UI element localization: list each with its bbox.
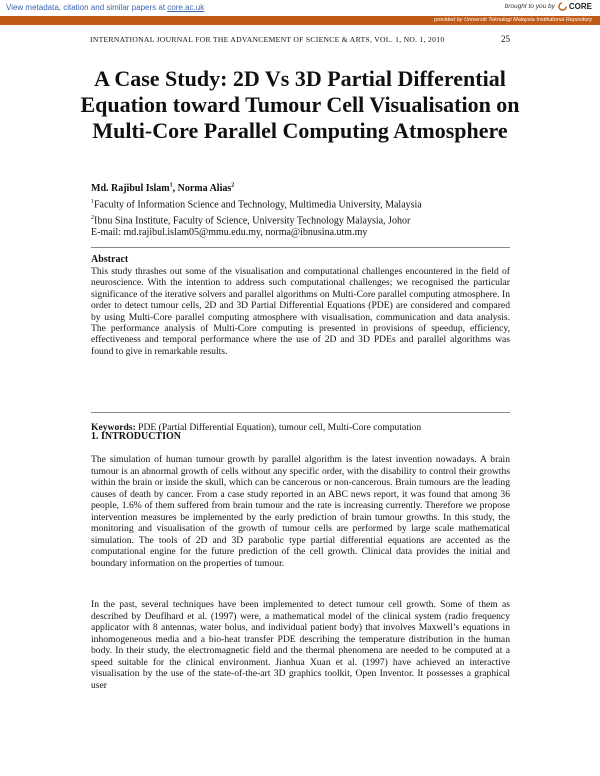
core-metadata-link[interactable] xyxy=(6,3,204,12)
affiliation-2-text: Ibnu Sina Institute, Faculty of Science, University Technology Malaysia, Johor xyxy=(94,214,411,226)
core-provided-by: provided by Universiti Teknologi Malaysia Institutional Repository xyxy=(434,17,592,23)
author-separator: , xyxy=(172,183,178,195)
author-block xyxy=(91,180,511,240)
author-1: Md. Rajibul Islam xyxy=(91,183,170,195)
page-number: 25 xyxy=(501,34,510,44)
core-logo-icon xyxy=(558,2,567,11)
author-1-sup: 1 xyxy=(169,183,173,189)
author-2-sup: 2 xyxy=(231,183,235,189)
intro-paragraph-1: The simulation of human tumour growth by parallel algorithm is the latest invention nowadays. A brain tumour is an abnormal growth of cells without any specific order, with the disability to control their growths within the brain or inside the skull, which can be cancerous or non-cancerous. Brain tumours are the leading causes of death by cancer. From a case study reported in an ABC news report, it was found that among 36 people, 1.6% of them suffered from brain tumour and the rate is increasing currently. Therefore we propose intervention measures be implemented by the early prediction of brain tumour growths. In this study, the monitoring and visualisation of the growth of tumour cells are performed by large scale mathematical simulation. The tools of 2D and 3D parabolic type partial differential equations are accented as the computational engine for the future prediction of the cell growth. Clinical data provides the initial and boundary information on the properties of tumour. xyxy=(91,454,510,569)
running-header: INTERNATIONAL JOURNAL FOR THE ADVANCEMENT OF SCIENCE & ARTS, VOL. 1, NO. 1, 2010 xyxy=(90,35,445,44)
affiliation-2-sup: 2 xyxy=(91,214,94,221)
core-brought-by xyxy=(505,2,592,11)
intro-paragraph-2: In the past, several techniques have been implemented to detect tumour cell growth. Some of them as described by Deuflhard et al. (1997) were, a mathematical model of the clinical system (radio frequency applicator with 8 antennas, water bolus, and individual patient body) that involves Maxwell’s equations in inhomogeneous media and a bio-heat transfer PDE describing the temperature distribution in the human body. In their study, the electromagnetic field and the thermal phenomena are needed to be computed at a speed suitable for the clinical environment. Jianhua Xuan et al. (1997) have achieved an interactive visualisation by the use of the state-of-the-art 3D graphics toolkit, Open Inventor. It possesses a graphical user xyxy=(91,599,510,691)
core-link-site[interactable]: core.ac.uk xyxy=(167,3,205,12)
keywords-text: PDE (Partial Differential Equation), tumour cell, Multi-Core computation xyxy=(135,422,422,433)
brought-by-text: brought to you by xyxy=(504,3,555,10)
core-banner xyxy=(0,0,600,16)
keywords-top-rule xyxy=(91,412,510,413)
abstract-heading: Abstract xyxy=(91,254,129,265)
core-logo-text: CORE xyxy=(568,2,592,11)
core-link-prefix: View metadata, citation and similar papers at xyxy=(6,3,166,12)
author-names xyxy=(91,180,511,196)
section-heading-introduction: 1. INTRODUCTION xyxy=(91,431,182,442)
author-2: Norma Alias xyxy=(177,183,232,195)
abstract-top-rule xyxy=(91,247,510,248)
author-email: E-mail: md.rajibul.islam05@mmu.edu.my, norma@ibnusina.utm.my xyxy=(91,227,368,239)
affiliation-1-text: Faculty of Information Science and Technology, Multimedia University, Malaysia xyxy=(94,199,422,211)
affiliation-1 xyxy=(91,196,511,212)
affiliation-1-sup: 1 xyxy=(91,198,94,205)
affiliation-2 xyxy=(91,212,511,228)
keywords-label: Keywords: xyxy=(91,422,136,433)
paper-title: A Case Study: 2D Vs 3D Partial Differential Equation toward Tumour Cell Visualisation on Multi-Core Parallel Computing Atmosphere xyxy=(80,66,520,143)
core-logo[interactable] xyxy=(558,2,592,11)
abstract-text: This study thrashes out some of the visualisation and computational challenges encountered in the field of neuroscience. With the intention to address such computational challenges; we recognised the particular significance of the iterative solvers and parallel algorithms on Multi-Core parallel computing atmosphere. In order to detect tumour cells, 2D and 3D Partial Differential Equations (PDE) are considered and compared by using Multi-Core parallel computing atmosphere with visualisation, communication and data analysis. The performance analysis of Multi-Core computing is presented in provisions of speedup, efficiency, effectiveness and temporal performance where the use of 2D and 3D PDEs and parallel algorithms was found to give in remarkable results. xyxy=(91,266,510,357)
